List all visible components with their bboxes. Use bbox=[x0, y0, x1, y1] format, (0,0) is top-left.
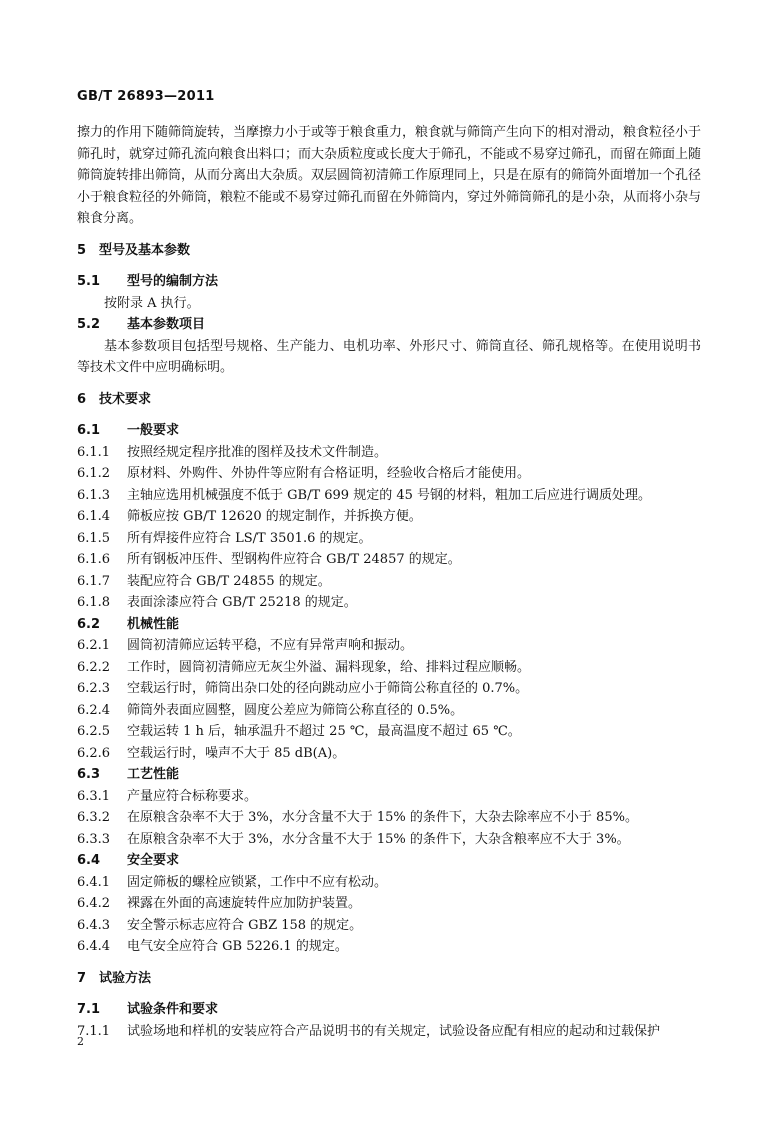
section-6-1-heading bbox=[77, 420, 701, 442]
section-number: 6 bbox=[77, 391, 87, 407]
clause-text: 表面涂漆应符合 GB/T 25218 的规定。 bbox=[127, 595, 357, 610]
clause-text: 圆筒初清筛应运转平稳，不应有异常声响和振动。 bbox=[127, 638, 414, 653]
section-6-heading bbox=[77, 389, 701, 411]
clause-number: 6.2.3 bbox=[77, 681, 111, 696]
section-title: 一般要求 bbox=[127, 423, 180, 438]
clause-number: 6.1.3 bbox=[77, 487, 111, 503]
clause-item bbox=[77, 721, 701, 743]
section-6-3-heading bbox=[77, 764, 701, 786]
clause-text: 筛板应按 GB/T 12620 的规定制作，并拆换方便。 bbox=[127, 509, 422, 524]
clause-text: 空载运行时，筛筒出杂口处的径向跳动应小于筛筒公称直径的 0.7%。 bbox=[127, 681, 529, 696]
clause-number: 6.2.1 bbox=[77, 638, 111, 653]
clause-item bbox=[77, 743, 701, 765]
section-title: 机械性能 bbox=[127, 616, 180, 632]
clause-item bbox=[77, 872, 701, 894]
clause-item bbox=[77, 571, 701, 593]
section-number: 5 bbox=[77, 242, 87, 258]
clause-text: 试验场地和样机的安装应符合产品说明书的有关规定，试验设备应配有相应的起动和过载保护 bbox=[127, 1023, 661, 1039]
standard-code-header: GB/T 26893—2011 bbox=[77, 89, 215, 104]
clause-item bbox=[77, 442, 701, 464]
clause-text: 空载运行时，噪声不大于 85 dB(A)。 bbox=[127, 745, 346, 761]
section-5-1-text: 按附录 A 执行。 bbox=[104, 295, 200, 311]
section-number: 7 bbox=[77, 970, 87, 986]
clause-text: 产量应符合标称要求。 bbox=[127, 788, 258, 804]
clause-number: 6.4.1 bbox=[77, 874, 111, 890]
section-title: 工艺性能 bbox=[127, 767, 180, 782]
section-number: 6.1 bbox=[77, 423, 101, 438]
clause-item bbox=[77, 936, 701, 958]
section-number: 7.1 bbox=[77, 1002, 101, 1017]
clause-number: 6.1.8 bbox=[77, 595, 111, 610]
clause-item bbox=[77, 592, 701, 614]
section-number: 5.2 bbox=[77, 317, 101, 332]
clause-text: 所有钢板冲压件、型钢构件应符合 GB/T 24857 的规定。 bbox=[127, 552, 461, 567]
section-number: 5.1 bbox=[77, 274, 101, 289]
section-5-heading bbox=[77, 240, 701, 262]
clause-number: 6.3.3 bbox=[77, 831, 111, 847]
clause-text: 原材料、外购件、外协件等应附有合格证明，经验收合格后才能使用。 bbox=[127, 466, 531, 481]
clause-number: 6.2.5 bbox=[77, 724, 111, 739]
clause-text: 筛筒外表面应圆整，圆度公差应为筛筒公称直径的 0.5%。 bbox=[127, 702, 464, 718]
section-6-4-heading bbox=[77, 850, 701, 872]
clause-number: 6.1.4 bbox=[77, 509, 111, 524]
section-number: 6.3 bbox=[77, 767, 101, 782]
clause-number: 6.2.6 bbox=[77, 745, 111, 761]
clause-item bbox=[77, 786, 701, 808]
intro-paragraph: 擦力的作用下随筛筒旋转，当摩擦力小于或等于粮食重力，粮食就与筛筒产生向下的相对滑动，粮食粒径小于筛孔时，就穿过筛孔流向粮食出料口；而大杂质粒度或长度大于筛孔，不能或不易穿过筛孔，而留在筛面上随筛筒旋转排出筛筒，从而分离出大杂质。双层圆筒初清筛工作原理同上，只是在原有的筛筒外面增加一个孔径小于粮食粒径的外筛筒，粮粒不能或不易穿过筛孔而留在外筛筒内，穿过外筛筒筛孔的是小杂，从而将小杂与粮食分离。 bbox=[77, 125, 702, 226]
clause-number: 6.1.2 bbox=[77, 466, 111, 481]
clause-text: 主轴应选用机械强度不低于 GB/T 699 规定的 45 号钢的材料，粗加工后应进行调质处理。 bbox=[127, 487, 652, 503]
clause-number: 6.4.4 bbox=[77, 939, 111, 954]
section-5-1-heading bbox=[77, 271, 701, 293]
clause-item bbox=[77, 528, 701, 550]
section-number: 6.2 bbox=[77, 616, 101, 632]
clause-number: 6.3.2 bbox=[77, 810, 111, 825]
clause-text: 在原粮含杂率不大于 3%，水分含量不大于 15% 的条件下，大杂去除率应不小于 85%。 bbox=[127, 810, 638, 825]
clause-text: 安全警示标志应符合 GBZ 158 的规定。 bbox=[127, 917, 363, 933]
clause-number: 6.2.2 bbox=[77, 659, 111, 675]
clause-text: 所有焊接件应符合 LS/T 3501.6 的规定。 bbox=[127, 530, 372, 546]
section-7-heading bbox=[77, 968, 701, 990]
clause-item bbox=[77, 915, 701, 937]
clause-item bbox=[77, 678, 701, 700]
clause-number: 6.1.5 bbox=[77, 530, 111, 546]
section-title: 型号及基本参数 bbox=[99, 242, 191, 258]
clause-item bbox=[77, 893, 701, 915]
clause-number: 6.4.2 bbox=[77, 896, 111, 911]
section-title: 型号的编制方法 bbox=[127, 274, 219, 289]
clause-item bbox=[77, 1021, 701, 1043]
section-title: 试验方法 bbox=[99, 970, 152, 986]
clause-item bbox=[77, 549, 701, 571]
clause-item bbox=[77, 657, 701, 679]
clause-item bbox=[77, 700, 701, 722]
page-number: 2 bbox=[77, 1035, 84, 1048]
clause-item bbox=[77, 829, 701, 851]
clause-number: 6.3.1 bbox=[77, 788, 111, 804]
section-title: 试验条件和要求 bbox=[127, 1002, 219, 1017]
clause-number: 6.2.4 bbox=[77, 702, 111, 718]
section-7-1-heading bbox=[77, 999, 701, 1021]
section-title: 基本参数项目 bbox=[127, 317, 206, 332]
clause-number: 6.1.7 bbox=[77, 573, 111, 589]
section-title: 安全要求 bbox=[127, 853, 180, 868]
clause-item bbox=[77, 506, 701, 528]
clause-text: 固定筛板的螺栓应锁紧，工作中不应有松动。 bbox=[127, 874, 388, 890]
clause-number: 6.4.3 bbox=[77, 917, 111, 933]
clause-item bbox=[77, 485, 701, 507]
section-5-2-text: 基本参数项目包括型号规格、生产能力、电机功率、外形尺寸、筛筒直径、筛孔规格等。在使用说明书等技术文件中应明确标明。 bbox=[77, 338, 701, 375]
clause-number: 6.1.6 bbox=[77, 552, 111, 567]
clause-text: 装配应符合 GB/T 24855 的规定。 bbox=[127, 573, 331, 589]
document-body bbox=[77, 122, 701, 1042]
clause-item bbox=[77, 807, 701, 829]
clause-item bbox=[77, 635, 701, 657]
clause-text: 电气安全应符合 GB 5226.1 的规定。 bbox=[127, 939, 348, 954]
clause-item bbox=[77, 463, 701, 485]
clause-number: 7.1.1 bbox=[77, 1023, 111, 1039]
section-title: 技术要求 bbox=[99, 391, 152, 407]
clause-text: 工作时，圆筒初清筛应无灰尘外溢、漏料现象，给、排料过程应顺畅。 bbox=[127, 659, 531, 675]
section-5-2-heading bbox=[77, 314, 701, 336]
clause-text: 按照经规定程序批准的图样及技术文件制造。 bbox=[127, 444, 388, 460]
section-number: 6.4 bbox=[77, 853, 101, 868]
clause-text: 在原粮含杂率不大于 3%，水分含量不大于 15% 的条件下，大杂含粮率应不大于 3%。 bbox=[127, 831, 630, 847]
clause-number: 6.1.1 bbox=[77, 444, 111, 460]
section-6-2-heading bbox=[77, 614, 701, 636]
clause-text: 空载运转 1 h 后，轴承温升不超过 25 ℃，最高温度不超过 65 ℃。 bbox=[127, 724, 521, 739]
clause-text: 裸露在外面的高速旋转件应加防护装置。 bbox=[127, 896, 362, 911]
